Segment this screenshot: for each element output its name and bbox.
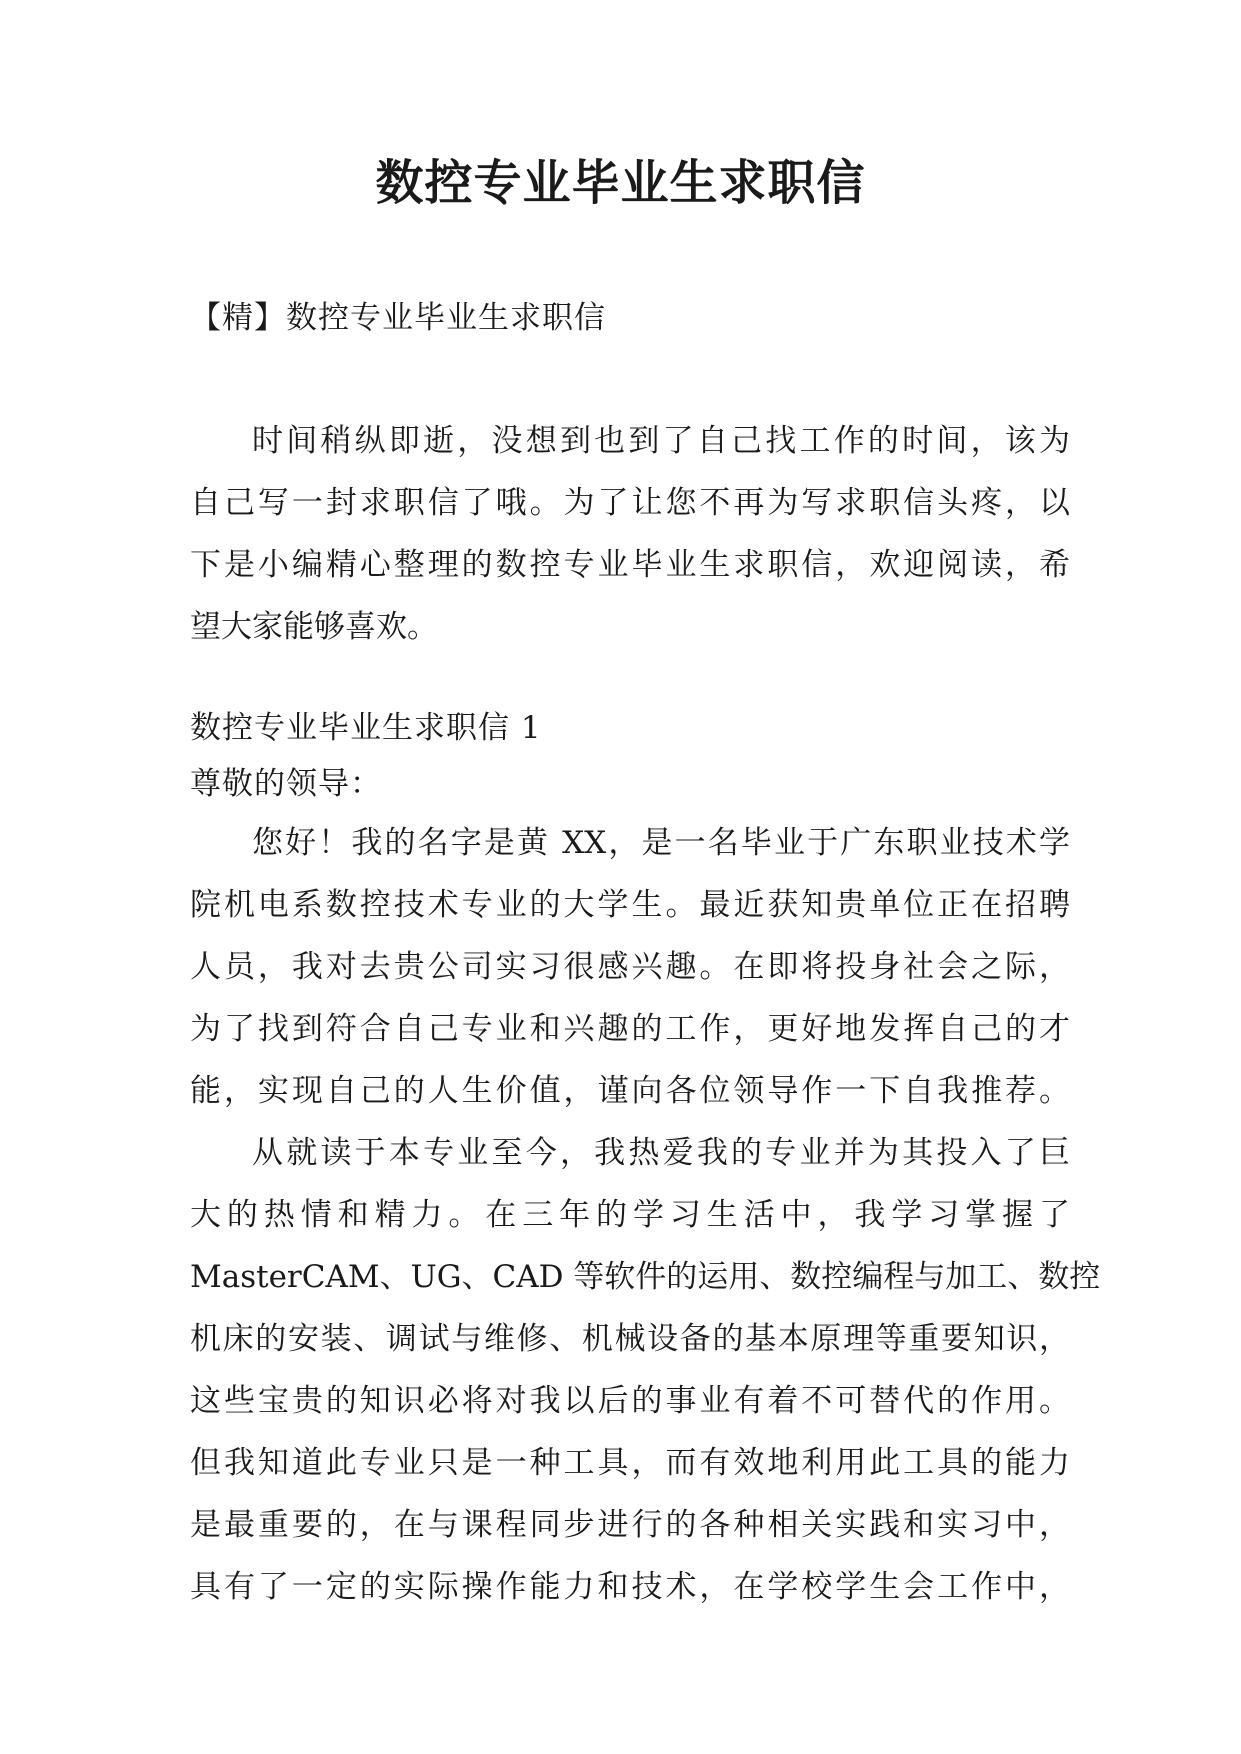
document-subtitle: 【精】数控专业毕业生求职信	[190, 300, 606, 336]
body-line: 您好！我的名字是黄 XX，是一名毕业于广东职业技术学	[252, 825, 1070, 861]
body-line: 大的热情和精力。在三年的学习生活中，我学习掌握了	[190, 1197, 1070, 1233]
body-line: 院机电系数控技术专业的大学生。最近获知贵单位正在招聘	[190, 887, 1070, 923]
salutation: 尊敬的领导：	[190, 766, 382, 802]
body-line: 是最重要的，在与课程同步进行的各种相关实践和实习中，	[190, 1507, 1070, 1543]
intro-paragraph	[190, 410, 1070, 658]
letter-header	[190, 700, 1070, 812]
letter-body	[190, 812, 1101, 1618]
document-title: 数控专业毕业生求职信	[375, 155, 866, 211]
body-line: 机床的安装、调试与维修、机械设备的基本原理等重要知识，	[190, 1321, 1070, 1357]
body-line: 具有了一定的实际操作能力和技术，在学校学生会工作中，	[190, 1569, 1070, 1605]
intro-line: 自己写一封求职信了哦。为了让您不再为写求职信头疼，以	[190, 485, 1070, 521]
body-line: 能，实现自己的人生价值，谨向各位领导作一下自我推荐。	[190, 1073, 1070, 1109]
body-line: 为了找到符合自己专业和兴趣的工作，更好地发挥自己的才	[190, 1011, 1070, 1047]
body-line: 从就读于本专业至今，我热爱我的专业并为其投入了巨	[252, 1135, 1070, 1171]
body-line: MasterCAM、UG、CAD 等软件的运用、数控编程与加工、数控	[190, 1259, 1101, 1295]
body-line: 但我知道此专业只是一种工具，而有效地利用此工具的能力	[190, 1445, 1070, 1481]
intro-line: 时间稍纵即逝，没想到也到了自己找工作的时间，该为	[252, 423, 1070, 459]
body-line: 这些宝贵的知识必将对我以后的事业有着不可替代的作用。	[190, 1383, 1070, 1419]
intro-line: 望大家能够喜欢。	[190, 609, 438, 645]
intro-line: 下是小编精心整理的数控专业毕业生求职信，欢迎阅读，希	[190, 547, 1070, 583]
body-line: 人员，我对去贵公司实习很感兴趣。在即将投身社会之际，	[190, 949, 1070, 985]
letter-heading: 数控专业毕业生求职信 1	[190, 710, 542, 746]
